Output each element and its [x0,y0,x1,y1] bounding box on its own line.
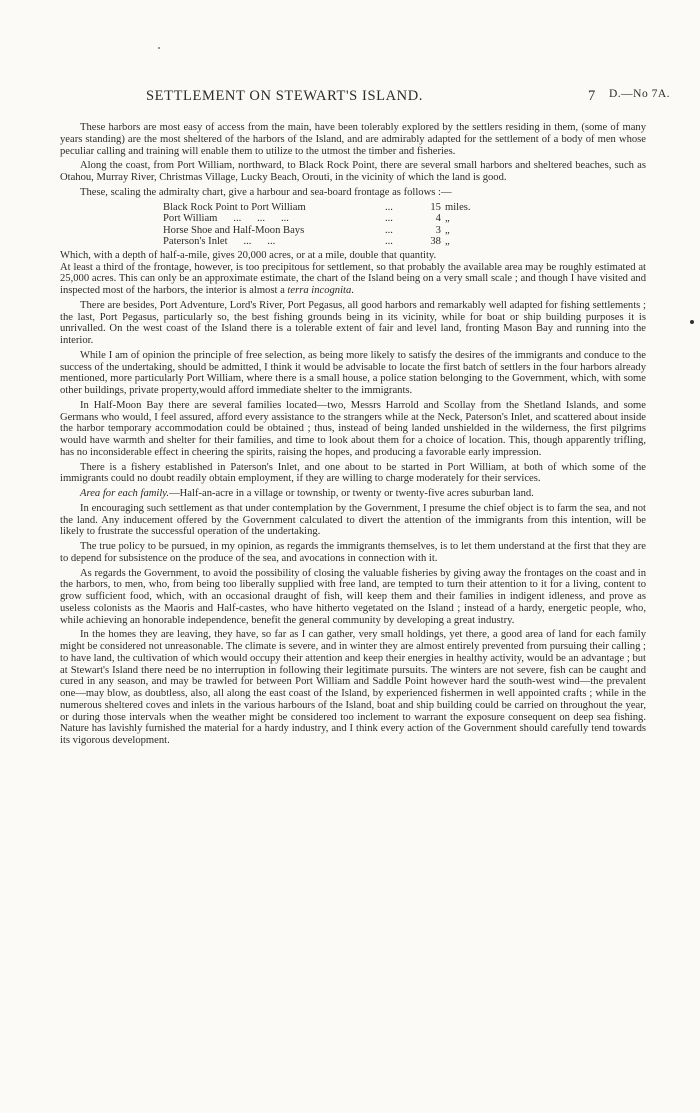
table-row [163,225,646,237]
frontage-dots: ... [385,236,393,248]
paragraph: These, scaling the admiralty chart, give a harbour and sea-board frontage as follows :— [80,186,452,198]
paragraph: These harbors are most easy of access from the main, have been tolerably explored by the settlers residing in them, (some of many years standing) are the most sheltered of the harbors of the Island, and are admirably adapted for the settlement of a body of men whose peculiar calling and training will enable them to utilize to the utmost the timber and fisheries. [60,122,646,157]
table-row [163,213,646,225]
paragraph: In the homes they are leaving, they have, so far as I can gather, very small holdings, yet there, a good area of land for each family might be considered not unreasonable. The climate is severe, and in winter they are almost entirely prevented from pursuing their calling ; to have land, the cultivation of which would occupy their attention and keep their energies in healthy activity, would be an advantage ; but at Stewart's Island there need be no interruption in following their legitimate pursuits. The winters are not severe, fish can be caught and cured in any season, and may be trawled for between Port William and Saddle Point however hard the south-west wind—the prevalent one—may blow, as doubtless, also, all along the east coast of the Island, by experienced fishermen in well appointed crafts ; while in the numerous sheltered coves and inlets in the various harbours of the Island, boat and ship building could be carried on throughout the year, or during those intervals when the weather might be considered too inclement to warrant the exposure consequent on deep sea fishing. Nature has lavishly furnished the material for a hardy industry, and I think every action of the Government should carefully tend towards its vigorous development. [60,629,646,747]
frontage-table [163,202,646,248]
table-row [163,236,646,248]
frontage-unit: „ [444,224,450,236]
paragraph [60,488,646,500]
document-body [60,122,646,747]
table-row [163,202,646,214]
document-reference: D.—No 7A. [609,88,671,100]
paragraph-text: At least a third of the frontage, however, is too precipitous for settlement, so that probably the available area may be roughly estimated at 25,000 acres. This can only be an approximate estimate, the chart of the Island being on a very small scale ; and though I have visited and inspected most of the harbors, the interior is almost a [60,261,646,297]
page-header [60,88,671,108]
frontage-value: 15 [430,201,441,213]
frontage-value: 4 [435,213,441,225]
paragraph-text: —Half-an-acre in a village or township, or twenty or twenty-five acres suburban land. [169,488,534,500]
paragraph: There is a fishery established in Paterson's Inlet, and one about to be started in Port William, at both of which some of the immigrants could no doubt readily obtain employment, if they are willing to charge moderately for their services. [60,461,646,485]
paragraph: While I am of opinion the principle of free selection, as being more likely to satisfy the desires of the immigrants and conduce to the success of the undertaking, should be admitted, I think it would be advisable to locate the first batch of settlers in the four harbors already mentioned, more particularly Port William, where there is a small house, a police station belonging to the Government, which, with some other buildings, private property,would afford immediate shelter to the immigrants. [60,349,646,397]
paragraph: In encouraging such settlement as that under contemplation by the Government, I presume the chief object is to farm the sea, and not the land. Any inducement offered by the Government calculated to divert the attention of the immigrants from this intention, will be likely to frustrate the successful operation of the undertaking. [60,502,646,538]
page-title: SETTLEMENT ON STEWART'S ISLAND. [146,88,424,104]
frontage-place: Paterson's Inlet ... ... [163,236,276,248]
frontage-dots: ... [385,201,393,213]
paragraph: As regards the Government, to avoid the possibility of closing the valuable fisheries by giving away the frontages on the coast and in the harbors, to men, who, from being too liberally supplied with free land, are tempted to turn their attention to it for a living, content to grow sufficient food, which, with an occasional draught of fish, will keep them and their families in indigent idleness, and prove as useless colonists as the Maoris and Half-castes, who have hitherto vegetated on the Island ; instead of a hardy, energetic people, who, while achieving an honorable independence, benefit the general community by developing a great industry. [60,567,646,626]
paragraph: There are besides, Port Adventure, Lord's River, Port Pegasus, all good harbors and remarkably well adapted for fishing settlements ; the last, Port Pegasus, particularly so, the best fishing grounds being in its vicinity, while for boat or ship building purposes it is unrivalled. On the west coast of the Island there is a tolerable extent of fair and level land, fronting Mason Bay and running into the interior. [60,299,646,347]
frontage-place: Black Rock Point to Port William [163,201,306,213]
frontage-value: 3 [435,224,441,236]
paragraph [60,262,646,297]
frontage-dots: ... [385,224,393,236]
frontage-unit: „ [444,236,450,248]
paragraph: In Half-Moon Bay there are several families located—two, Messrs Harrold and Scollay from the Shetland Islands, and some Germans who would, I feel assured, afford every assistance to the strangers while at the Neck, Paterson's Inlet, and scattered about inside the harbor temporary accommodation could be obtained ; thus, instead of being landed unshielded in the wilderness, the first pilgrims would have warmth and shelter for their families, and time to look about them for a choice of location. This, though apparently trifling, has no inconsiderable effect in cheering the spirits, raising the hopes, and producing a favorable early impression. [60,399,646,458]
paper-speck [158,47,160,49]
paragraph: Which, with a depth of half-a-mile, gives 20,000 acres, or at a mile, double that quantity. [60,249,437,261]
paper-speck [690,320,694,324]
paragraph: The true policy to be pursued, in my opinion, as regards the immigrants themselves, is to let them understand at the first that they are to depend for subsistence on the produce of the sea, and avocations in connection with it. [60,541,646,564]
frontage-unit: miles. [444,201,471,213]
document-page [60,88,671,750]
frontage-dots: ... [385,213,393,225]
frontage-place: Horse Shoe and Half-Moon Bays [163,224,305,236]
frontage-place: Port William ... ... ... [163,213,289,225]
page-number: 7 [588,88,596,104]
paragraph-text: . [351,285,354,297]
paragraph: Along the coast, from Port William, northward, to Black Rock Point, there are several small harbors and sheltered beaches, such as Otahou, Murray River, Christmas Village, Lucky Beach, Orouti, in the vicinity of which the land is good. [60,160,646,183]
italic-heading: Area for each family. [80,488,170,500]
frontage-value: 38 [430,236,441,248]
italic-term: terra incognita [287,285,352,297]
frontage-unit: „ [444,213,450,225]
